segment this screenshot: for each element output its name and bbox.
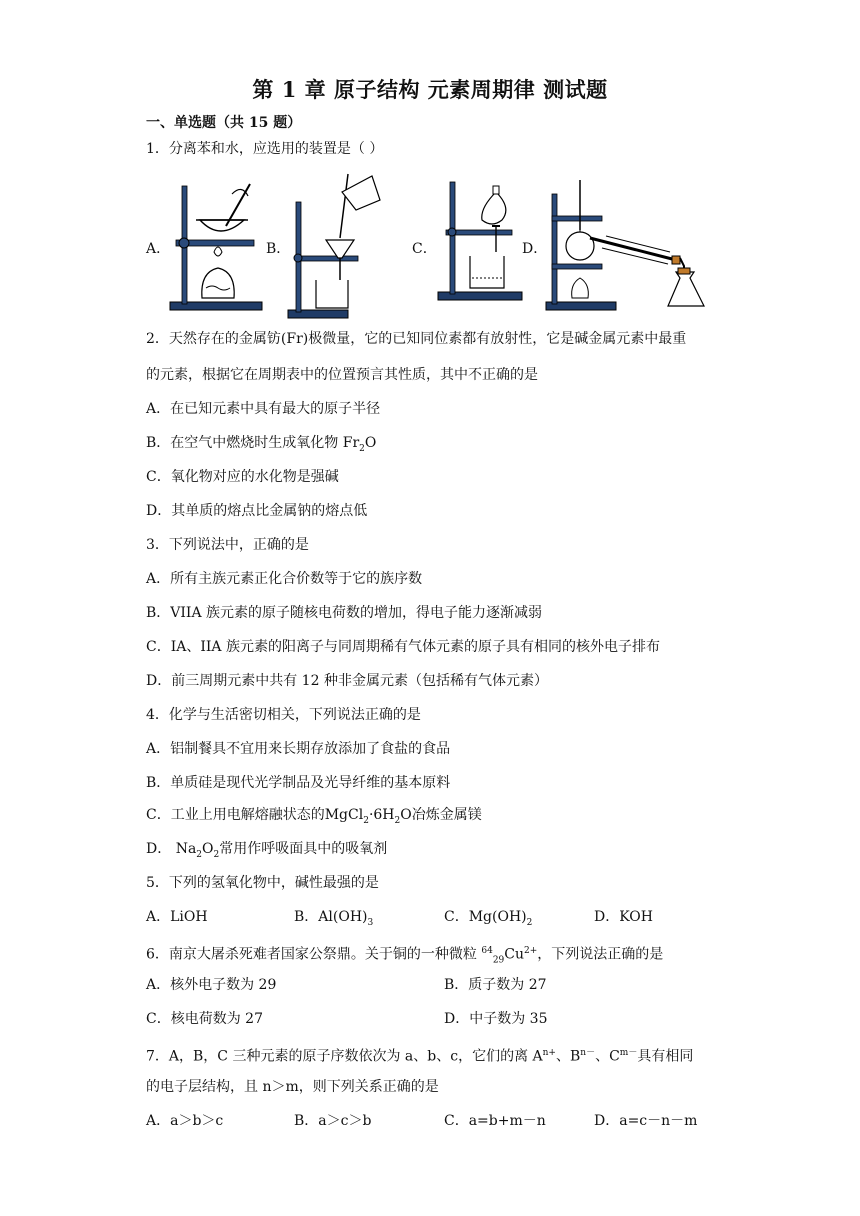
question-4-stem: 4．化学与生活密切相关，下列说法正确的是 bbox=[146, 707, 421, 723]
q2-option-c: C．氧化物对应的水化物是强碱 bbox=[146, 469, 339, 485]
q7-option-a: A．a＞b＞c bbox=[146, 1113, 224, 1129]
q6-option-c: C．核电荷数为 27 bbox=[146, 1011, 263, 1027]
distillation-apparatus-icon bbox=[544, 180, 710, 312]
q5-option-c: C．$Mg(OH)_2$ bbox=[444, 909, 533, 928]
q3-option-b: B．VIIA 族元素的原子随核电荷数的增加，得电子能力逐渐减弱 bbox=[146, 605, 543, 621]
question-2-stem-line-1: 2．天然存在的金属钫(Fr)极微量，它的已知同位素都有放射性，它是碱金属元素中最重 bbox=[146, 331, 687, 347]
q5-option-d: D．KOH bbox=[594, 909, 653, 925]
q1-option-c-label: C． bbox=[412, 241, 437, 257]
q7-option-b: B．a＞c＞b bbox=[294, 1113, 372, 1129]
evaporating-dish-apparatus-icon bbox=[166, 176, 266, 312]
q6-option-d: D．中子数为 35 bbox=[444, 1011, 548, 1027]
q7-option-d: D．a=c－n－m bbox=[594, 1113, 698, 1129]
question-7-stem-line-1: 7．A，B，C 三种元素的原子序数依次为 a、b、c，它们的离 $A^{n+}$、$B^{n-}$、$C^{m-}$具有相同 bbox=[146, 1048, 694, 1065]
q6-option-a: A．核外电子数为 29 bbox=[146, 977, 277, 993]
q5-option-b: B．$Al(OH)_3$ bbox=[294, 909, 374, 928]
question-7-stem-line-2: 的电子层结构，且 n＞m，则下列关系正确的是 bbox=[146, 1079, 439, 1095]
question-1-stem: 1．分离苯和水，应选用的装置是（ ） bbox=[146, 141, 384, 157]
section-heading: 一、单选题（共 15 题） bbox=[146, 115, 302, 131]
question-5-stem: 5．下列的氢氧化物中，碱性最强的是 bbox=[146, 875, 379, 891]
question-2-stem-line-2: 的元素，根据它在周期表中的位置预言其性质，其中不正确的是 bbox=[146, 367, 538, 383]
q1-option-b-label: B． bbox=[266, 241, 291, 257]
q7-option-c: C．a=b+m－n bbox=[444, 1113, 546, 1129]
q4-option-b: B．单质硅是现代光学制品及光导纤维的基本原料 bbox=[146, 775, 451, 791]
page-title: 第 1 章 原子结构 元素周期律 测试题 bbox=[252, 77, 608, 102]
q5-option-a: A．LiOH bbox=[146, 909, 208, 925]
q2-option-b: B．在空气中燃烧时生成氧化物 $Fr_2O$ bbox=[146, 435, 377, 454]
q3-option-d: D．前三周期元素中共有 12 种非金属元素（包括稀有气体元素） bbox=[146, 673, 548, 689]
q4-option-a: A．铝制餐具不宜用来长期存放添加了食盐的食品 bbox=[146, 741, 451, 757]
q3-option-a: A．所有主族元素正化合价数等于它的族序数 bbox=[146, 571, 423, 587]
question-3-stem: 3．下列说法中，正确的是 bbox=[146, 537, 309, 553]
separatory-funnel-apparatus-icon bbox=[434, 178, 524, 302]
filtration-apparatus-icon bbox=[286, 172, 386, 320]
q4-option-c: C．工业上用电解熔融状态的$MgCl_2\cdot 6H_2O$冶炼金属镁 bbox=[146, 807, 482, 826]
question-6-stem: 6．南京大屠杀死难者国家公祭鼎。关于铜的一种微粒 $^{64}_{29}Cu^{2+}$，下列说法正确的是 bbox=[146, 946, 664, 966]
q1-option-d-label: D． bbox=[522, 241, 548, 257]
q1-option-a-label: A． bbox=[146, 241, 171, 257]
q4-option-d: D． $Na_2O_2$常用作呼吸面具中的吸氧剂 bbox=[146, 841, 388, 860]
q6-option-b: B．质子数为 27 bbox=[444, 977, 547, 993]
q2-option-a: A．在已知元素中具有最大的原子半径 bbox=[146, 401, 381, 417]
q2-option-d: D．其单质的熔点比金属钠的熔点低 bbox=[146, 503, 368, 519]
q3-option-c: C．IA、IIA 族元素的阳离子与同周期稀有气体元素的原子具有相同的核外电子排布 bbox=[146, 639, 660, 655]
